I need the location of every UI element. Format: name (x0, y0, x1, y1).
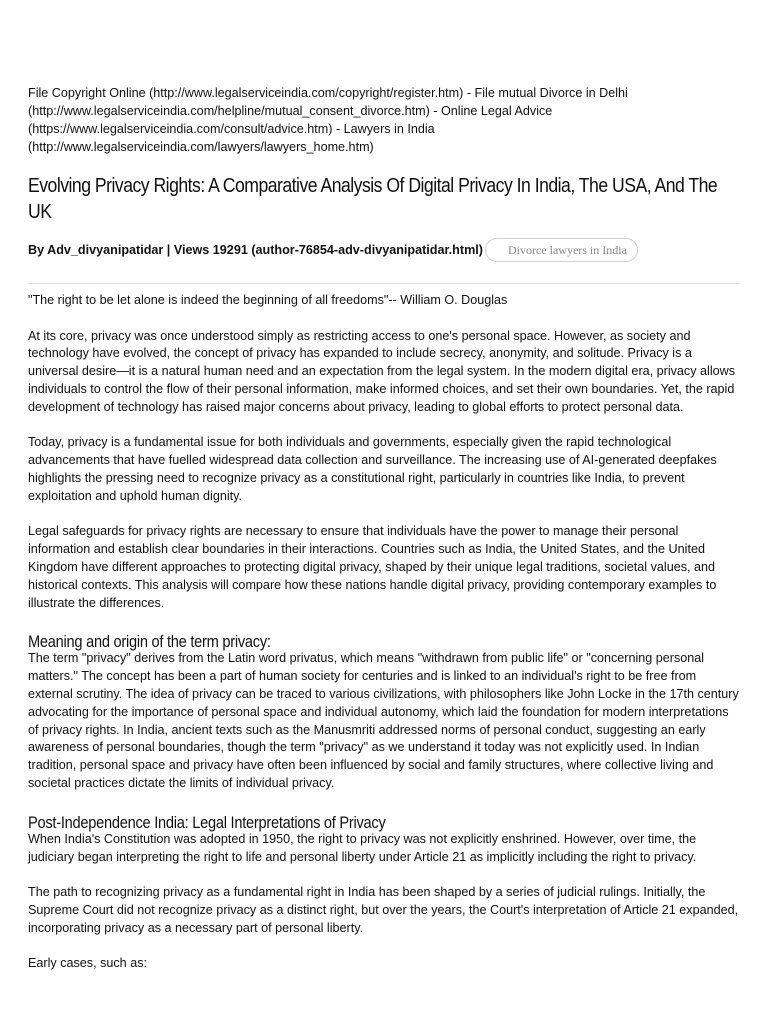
paragraph-5: When India's Constitution was adopted in 1950, the right to privacy was not explicitly enshrined. However, over time, the judiciary began interpreting the right to life and personal liberty under Article 21 as implicitly including the right to privacy. (28, 831, 697, 864)
divorce-lawyers-badge[interactable]: Divorce lawyers in India (485, 238, 638, 262)
heading-post-independence: Post-Independence India: Legal Interpretations of Privacy (28, 812, 386, 832)
quote: "The right to be let alone is indeed the beginning of all freedoms"-- William O. Douglas (28, 293, 508, 307)
author-link[interactable]: By Adv_divyanipatidar | Views 19291 (author-76854-adv-divyanipatidar.html) (28, 243, 483, 257)
paragraph-3: Legal safeguards for privacy rights are necessary to ensure that individuals have the power to manage their personal information and establish clear boundaries in their interactions. Countries such as India, the United States, and the United Kingdom have different approaches to protecting digital privacy, shaped by their unique legal traditions, societal values, and historical contexts. This analysis will compare how these nations handle digital privacy, providing contemporary examples to illustrate the differences. (28, 524, 717, 610)
paragraph-7: Early cases, such as: (28, 956, 147, 971)
divider (28, 283, 740, 284)
heading-meaning-origin: Meaning and origin of the term privacy: (28, 632, 271, 652)
paragraph-4: The term "privacy" derives from the Latin word privatus, which means "withdrawn from public life" or "concerning personal matters." The concept has been a part of human society for centuries and is linked to an individual's right to be free from external scrutiny. The idea of privacy can be traced to various civilizations, with philosophers like John Locke in the 17th century advocating for the importance of personal space and individual autonomy, which laid the foundation for modern interpretations of privacy rights. In India, ancient texts such as the Manusmriti addressed norms of personal conduct, suggesting an early awareness of personal boundaries, though the term "privacy" as we understand it today was not explicitly used. In Indian tradition, personal space and privacy have often been influenced by social and family structures, where collective living and societal practices dictate the limits of individual privacy. (28, 651, 739, 790)
header-links[interactable] (28, 84, 740, 156)
article-byline (28, 238, 740, 262)
paragraph-2: Today, privacy is a fundamental issue for both individuals and governments, especially given the rapid technological advancements that have fuelled widespread data collection and surveillance. The increasing use of AI-generated deepfakes highlights the pressing need to recognize privacy as a constitutional right, particularly in countries like India, to prevent exploitation and uphold human dignity. (28, 435, 717, 503)
paragraph-1: At its core, privacy was once understood simply as restricting access to one's personal space. However, as society and technology have evolved, the concept of privacy has expanded to include secrecy, anonymity, and solitude. Privacy is a universal desire—it is a natural human need and an expectation from the legal system. In the modern digital era, privacy allows individuals to control the flow of their personal information, make informed choices, and set their own boundaries. Yet, the rapid development of technology has raised major concerns about privacy, leading to global efforts to protect personal data. (28, 328, 736, 414)
header-links-text[interactable]: File Copyright Online (http://www.legalserviceindia.com/copyright/register.htm) - File mutual Divorce in Delhi (http://www.legalserviceindia.com/helpline/mutual_consent_divorce.htm) - Online Legal Advice (https://www.legalserviceindia.com/consult/advice.htm) - Lawyers in India (http://www.legalserviceindia.com/lawyers/lawyers_home.htm) (28, 86, 628, 154)
article-body (28, 292, 742, 991)
paragraph-6: The path to recognizing privacy as a fundamental right in India has been shaped by a series of judicial rulings. Initially, the Supreme Court did not recognize privacy as a distinct right, but over the years, the Court's interpretation of Article 21 expanded, incorporating privacy as a necessary part of personal liberty. (28, 885, 739, 935)
article-title: Evolving Privacy Rights: A Comparative Analysis Of Digital Privacy In India, The USA, And The UK (28, 174, 718, 223)
